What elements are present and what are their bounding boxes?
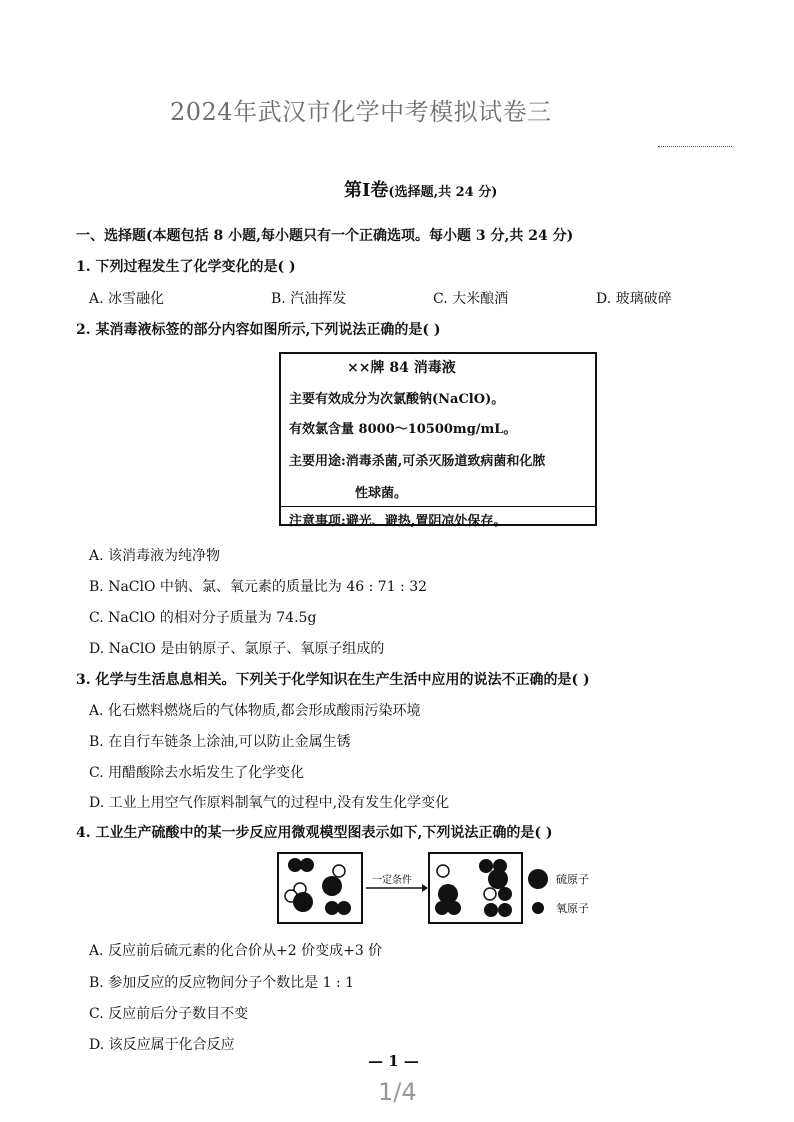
label-line-notes: 注意事项:避光、避热,置阴凉处保存。 [289, 514, 507, 529]
question-1-option-d: D. 玻璃破碎 [596, 291, 672, 307]
question-4-option-d: D. 该反应属于化合反应 [89, 1037, 235, 1053]
legend-oxygen-atom [532, 902, 544, 914]
legend-sulfur-atom [528, 869, 548, 889]
document-title: 2024年武汉市化学中考模拟试卷三 [170, 98, 552, 126]
label-line-content: 有效氯含量 8000～10500mg/mL。 [289, 422, 517, 437]
label-divider [281, 506, 595, 507]
question-2-stem: 2. 某消毒液标签的部分内容如图所示,下列说法正确的是( ) [76, 322, 441, 338]
question-4-option-b: B. 参加反应的反应物间分子个数比是 1 : 1 [89, 975, 355, 991]
question-3-option-c: C. 用醋酸除去水垢发生了化学变化 [89, 765, 305, 781]
reaction-condition: 一定条件 [372, 875, 412, 886]
question-3-option-d: D. 工业上用空气作原料制氧气的过程中,没有发生化学变化 [89, 795, 450, 811]
label-line-ingredient: 主要有效成分为次氯酸钠(NaClO)。 [289, 392, 505, 407]
label-product-name: ××牌 84 消毒液 [347, 360, 456, 376]
question-3-option-a: A. 化石燃料燃烧后的气体物质,都会形成酸雨污染环境 [89, 703, 421, 719]
question-3-option-b: B. 在自行车链条上涂油,可以防止金属生锈 [89, 734, 351, 750]
question-4-option-a: A. 反应前后硫元素的化合价从+2 价变成+3 价 [89, 943, 383, 959]
reaction-diagram [276, 852, 606, 926]
question-2-option-d: D. NaClO 是由钠原子、氯原子、氧原子组成的 [89, 641, 385, 657]
question-1-option-a: A. 冰雪融化 [89, 291, 165, 307]
question-1-option-c: C. 大米酿酒 [433, 291, 509, 307]
label-line-usage: 主要用途:消毒杀菌,可杀灭肠道致病菌和化脓 [289, 454, 546, 469]
question-4-stem: 4. 工业生产硫酸中的某一步反应用微观模型图表示如下,下列说法正确的是( ) [76, 825, 553, 841]
section-name: 第Ⅰ卷 [344, 180, 389, 201]
dotted-rule [658, 146, 732, 147]
question-2-option-c: C. NaClO 的相对分子质量为 74.5g [89, 610, 317, 626]
section-heading [344, 176, 497, 202]
question-2-option-a: A. 该消毒液为纯净物 [89, 548, 221, 564]
question-2-option-b: B. NaClO 中钠、氯、氧元素的质量比为 46 : 71 : 32 [89, 579, 428, 595]
page-number: — 1 — [368, 1052, 419, 1070]
section-note: (选择题,共 24 分) [388, 185, 498, 200]
label-line-usage-cont: 性球菌。 [355, 486, 408, 501]
disinfectant-label [279, 352, 597, 529]
page-count-indicator: 1/4 [378, 1078, 417, 1106]
instruction: 一、选择题(本题包括 8 小题,每小题只有一个正确选项。每小题 3 分,共 24 分) [76, 228, 574, 244]
legend-sulfur-label: 硫原子 [556, 873, 589, 886]
question-1-stem: 1. 下列过程发生了化学变化的是( ) [76, 259, 296, 275]
question-4-option-c: C. 反应前后分子数目不变 [89, 1006, 249, 1022]
legend-oxygen-label: 氧原子 [556, 902, 589, 915]
question-3-stem: 3. 化学与生活息息相关。下列关于化学知识在生产生活中应用的说法不正确的是( ) [76, 672, 590, 688]
question-1-option-b: B. 汽油挥发 [271, 291, 347, 307]
arrow-head [422, 884, 428, 892]
